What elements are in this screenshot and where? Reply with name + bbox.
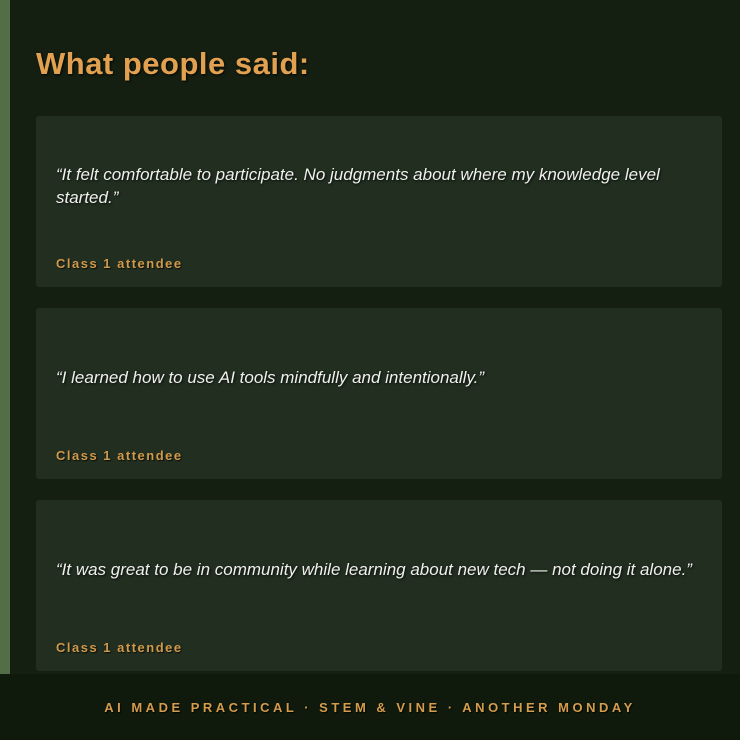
testimonial-card [36, 308, 722, 479]
testimonial-list [36, 116, 722, 671]
testimonial-card [36, 116, 722, 287]
quote-zone [56, 308, 702, 448]
page-title: What people said: [36, 46, 310, 81]
quote-text: “I learned how to use AI tools mindfully and intentionally.” [56, 368, 485, 388]
quote-zone [56, 116, 702, 256]
quote-text: “It was great to be in community while learning about new tech — not doing it alone.” [56, 560, 692, 580]
quote-attribution: Class 1 attendee [56, 640, 183, 655]
quote-attribution: Class 1 attendee [56, 448, 183, 463]
testimonial-card [36, 500, 722, 671]
quote-attribution: Class 1 attendee [56, 256, 183, 271]
footer-band [0, 674, 740, 740]
quote-text: “It felt comfortable to participate. No judgments about where my knowledge level started.” [56, 164, 660, 207]
quote-zone [56, 500, 702, 640]
footer-brand-text: AI MADE PRACTICAL · STEM & VINE · ANOTHER MONDAY [104, 699, 636, 715]
